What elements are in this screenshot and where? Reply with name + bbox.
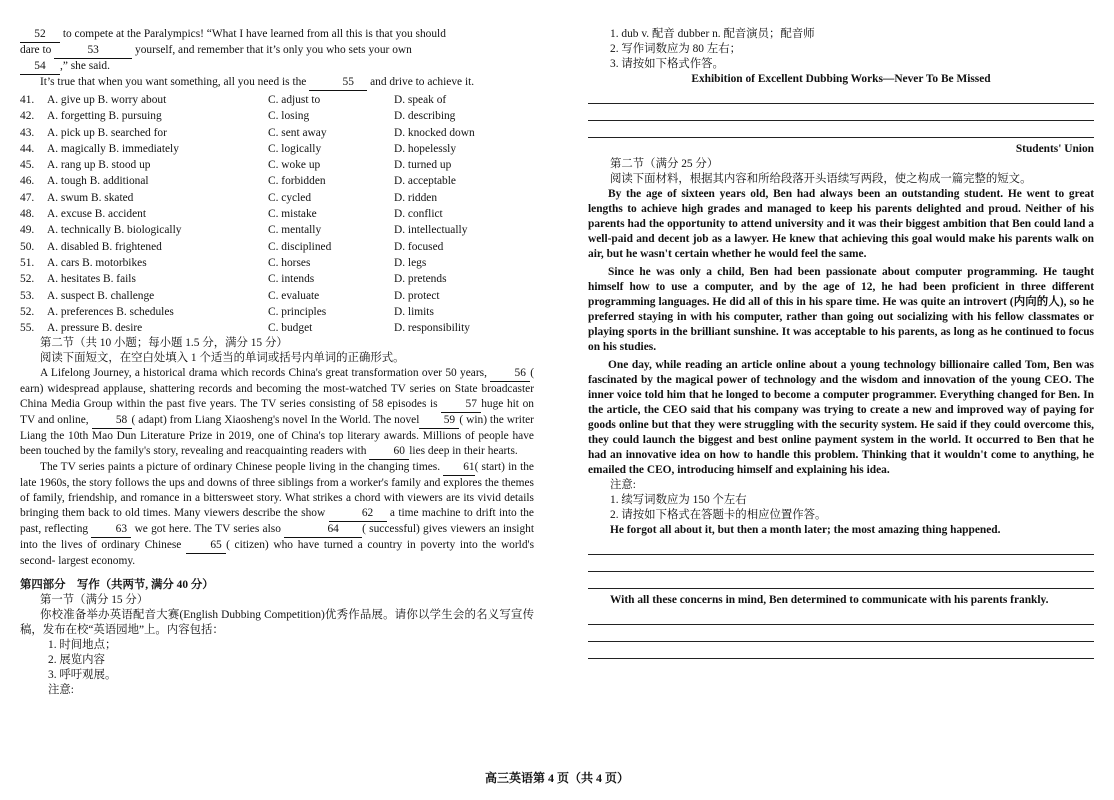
option-d: D. hopelessly (394, 142, 457, 155)
answer-line (588, 538, 1094, 555)
passage-text: ( successful) gives viewers an insight into the lives of ordinary Chinese (20, 523, 534, 552)
blank-65: 65 (186, 538, 226, 554)
option-row (20, 206, 534, 222)
passage-text: ( adapt) from Liang Xiaosheng's novel In the World. The novel (131, 414, 420, 427)
passage-text: lies deep in their hearts. (409, 445, 518, 458)
note-item: 2. 写作词数应为 80 左右； (610, 43, 741, 55)
cloze-text: and drive to achieve it. (367, 76, 475, 88)
answer-line (588, 555, 1094, 572)
option-row (20, 125, 534, 141)
cloze-text: yourself, and remember that it’s only you who sets your own (132, 44, 412, 56)
option-row (20, 190, 534, 206)
left-column (20, 27, 534, 698)
cloze-text: It’s true that when you want something, all you need is the (40, 76, 310, 88)
passage-paragraph (20, 460, 534, 569)
option-num: 41. (20, 94, 35, 106)
option-c: C. cycled (268, 191, 312, 204)
option-row (20, 288, 534, 304)
option-ab: A. hesitates B. fails (47, 273, 136, 286)
cloze-line (20, 59, 534, 75)
option-c: C. logically (268, 142, 322, 155)
option-c: C. disciplined (268, 240, 332, 253)
option-c: C. sent away (268, 126, 327, 139)
cloze-line (20, 43, 534, 59)
story-paragraph: Since he was only a child, Ben had been passionate about computer programming. He taught himself how to use a computer, and by the age of 12, he had been proficient in three different programming languages. He did all of this in his spare time. He was quite an introvert (内向的人), so he preferred staying in with his computer, rather than going out socializing with his fellow classmates or playing sports in the brilliant sunshine. It was acceptable to his parents, as long as he continued to focus on his studies. (588, 266, 1094, 353)
option-c: C. woke up (268, 159, 321, 172)
task-item: 2. 展览内容 (48, 654, 105, 667)
option-ab: A. swum B. skated (47, 191, 134, 204)
option-c: C. evaluate (268, 289, 320, 302)
passage-text: ( win) the writer Liang the 10th Mao Dun Literature Prize in 2019, one of China's top literary awards. Millions of people have been touched by the family's story, revealing and reacquainting readers with (20, 414, 534, 458)
option-d: D. protect (394, 289, 440, 302)
blank-53: 53 (54, 43, 132, 59)
option-num: 52. (20, 305, 35, 318)
right-column (588, 27, 1094, 659)
answer-line (588, 87, 1094, 104)
option-c: C. forbidden (268, 175, 326, 188)
passage-text: ( start) in the late 1960s, the story follows the ups and downs of three siblings from a worker's family and explores the themes of family, friendship, and romance in a bittersweet story. What strikes a chord with viewers are its vivid details bringing them back to old times. Many viewers describe the show (20, 461, 534, 520)
part4-sub-heading: 第一节（满分 15 分） (40, 594, 149, 607)
option-ab: A. pick up B. searched for (47, 126, 167, 139)
note-item: 1. dub v. 配音 dubber n. 配音演员；配音师 (610, 28, 815, 40)
answer-line (588, 572, 1094, 589)
passage-text: ( earn) widespread applause, shattering records and becoming the most-watched TV series on State broadcaster China Media Group within the past five years. The TV series consisting of 58 episodes is (20, 367, 534, 411)
blank-58: 58 (92, 413, 132, 429)
signature: Students' Union (1015, 143, 1094, 155)
option-ab: A. suspect B. challenge (47, 289, 155, 302)
option-ab: A. magically B. immediately (47, 142, 179, 155)
answer-line (588, 608, 1094, 625)
option-c: C. budget (268, 322, 313, 335)
option-ab: A. forgetting B. pursuing (47, 110, 162, 123)
option-num: 43. (20, 126, 35, 139)
section2-heading: 第二节（共 10 小题；每小题 1.5 分，满分 15 分） (40, 337, 288, 350)
option-num: 52. (20, 273, 35, 286)
option-row (20, 239, 534, 255)
cloze-text: to compete at the Paralympics! “What I have learned from all this is that you should (60, 28, 446, 40)
option-num: 53. (20, 289, 35, 302)
option-row (20, 304, 534, 320)
passage-paragraph (20, 366, 534, 460)
answer-line (588, 104, 1094, 121)
option-row (20, 222, 534, 238)
rule-item: 1. 续写词数应为 150 个左右 (610, 494, 747, 506)
option-num: 44. (20, 142, 35, 155)
option-d: D. legs (394, 256, 427, 269)
option-row (20, 108, 534, 124)
rule-item: 2. 请按如下格式在答题卡的相应位置作答。 (610, 509, 827, 521)
passage-text: huge hit on TV and online, (20, 398, 534, 427)
option-d: D. acceptable (394, 175, 456, 188)
blank-64: 64 (284, 522, 362, 538)
option-d: D. limits (394, 305, 434, 318)
option-num: 42. (20, 110, 35, 123)
option-ab: A. give up B. worry about (47, 94, 167, 106)
blank-62: 62 (329, 506, 387, 522)
blank-55: 55 (309, 75, 367, 91)
option-d: D. responsibility (394, 322, 470, 335)
option-c: C. mistake (268, 208, 317, 221)
writing-task: 你校准备举办英语配音大赛(English Dubbing Competition)优秀作品展。请你以学生会的名义写宣传稿，发布在校“英语园地”上。内容包括： (20, 609, 534, 637)
option-ab: A. pressure B. desire (47, 322, 143, 335)
cloze-line (20, 27, 534, 43)
option-ab: A. preferences B. schedules (47, 305, 174, 318)
option-d: D. knocked down (394, 126, 475, 139)
option-d: D. speak of (394, 94, 447, 106)
answer-line (588, 121, 1094, 138)
option-d: D. intellectually (394, 224, 468, 237)
option-d: D. turned up (394, 159, 452, 172)
answer-line (588, 625, 1094, 642)
cloze-line (20, 75, 534, 91)
option-num: 49. (20, 224, 35, 237)
note-label: 注意: (610, 479, 636, 491)
blank-63: 63 (91, 522, 131, 538)
option-ab: A. cars B. motorbikes (47, 256, 147, 269)
section2-instruction: 阅读下面短文，在空白处填入 1 个适当的单词或括号内单词的正确形式。 (40, 352, 405, 365)
option-row (20, 173, 534, 189)
blank-59: 59 (419, 413, 459, 429)
option-num: 46. (20, 175, 35, 188)
blank-61: 61 (443, 460, 474, 476)
option-ab: A. tough B. additional (47, 175, 149, 188)
option-ab: A. disabled B. frightened (47, 240, 162, 253)
story-paragraph: By the age of sixteen years old, Ben had always been an outstanding student. He went to great lengths to achieve high grades and managed to keep his parents delighted and proud. Neither of his parents had the opportunity to attend university and it was their biggest ambition that Ben could land a well-paid and decent job as a lawyer. He knew that achieving this goal would make his parents walk on air, but he wasn't certain whether he would feel the same. (588, 188, 1094, 260)
passage-text: The TV series paints a picture of ordinary Chinese people living in the changing times. (40, 461, 444, 474)
option-d: D. conflict (394, 208, 443, 221)
task-item: 1. 时间地点； (48, 639, 117, 652)
section2-heading: 第二节（满分 25 分） (610, 158, 719, 170)
option-c: C. adjust to (268, 94, 321, 106)
paragraph-1-start: He forgot all about it, but then a month later; the most amazing thing happened. (610, 524, 1001, 536)
option-row (20, 92, 534, 108)
option-c: C. horses (268, 256, 311, 269)
option-d: D. focused (394, 240, 444, 253)
option-num: 45. (20, 159, 35, 172)
passage-text: a time machine to drift into the past, reflecting (20, 507, 534, 536)
blank-57: 57 (441, 397, 481, 413)
option-d: D. describing (394, 110, 456, 123)
option-d: D. ridden (394, 191, 438, 204)
option-c: C. losing (268, 110, 310, 123)
blank-60: 60 (369, 444, 409, 460)
note-label: 注意: (48, 684, 74, 697)
paragraph-2-start: With all these concerns in mind, Ben determined to communicate with his parents frankly. (610, 594, 1049, 606)
section2-instruction: 阅读下面材料，根据其内容和所给段落开头语续写两段，使之构成一篇完整的短文。 (610, 173, 1032, 185)
passage-text: ( citizen) who have turned a country in poverty into the world's second- largest economy. (20, 539, 534, 568)
option-row (20, 271, 534, 287)
part4-heading: 第四部分 写作（共两节, 满分 40 分） (20, 579, 214, 592)
option-ab: A. excuse B. accident (47, 208, 146, 221)
answer-line (588, 642, 1094, 659)
cloze-text: dare to (20, 44, 55, 56)
passage-text: A Lifelong Journey, a historical drama which records China's great transformation over 50 years, (40, 367, 491, 380)
option-row (20, 320, 534, 336)
passage-text: we got here. The TV series also (131, 523, 285, 536)
option-num: 55. (20, 322, 35, 335)
essay-title: Exhibition of Excellent Dubbing Works—Never To Be Missed (691, 73, 991, 85)
option-c: C. mentally (268, 224, 322, 237)
option-c: C. principles (268, 305, 327, 318)
option-row (20, 141, 534, 157)
page-footer: 高三英语第 4 页（共 4 页） (484, 771, 629, 785)
options-list (20, 92, 534, 336)
blank-52: 52 (20, 27, 60, 43)
option-d: D. pretends (394, 273, 447, 286)
option-num: 51. (20, 256, 35, 269)
blank-54: 54 (20, 59, 60, 75)
option-row (20, 255, 534, 271)
story-paragraph: One day, while reading an article online about a young technology billionaire called Tom, Ben was fascinated by the magical power of technology and the wisdom and innovation of the young CEO. The inner voice told him that he longed to become a computer programmer. Everything changed for Ben. In the article, the CEO said that his company was trying to create a new and improved way of paying for goods online but that they were struggling with the security system. He said if they could overcome this, they could launch the biggest and best online payment system in the world. It occurred to Ben that he had an innovative idea on how to handle this problem. Thinking that it wouldn't come to anything, he emailed the CEO, introducing himself and explaining his idea. (588, 359, 1094, 476)
note-item: 3. 请按如下格式作答。 (610, 58, 724, 70)
blank-56: 56 (490, 366, 530, 382)
option-num: 48. (20, 208, 35, 221)
option-num: 50. (20, 240, 35, 253)
option-row (20, 157, 534, 173)
option-ab: A. technically B. biologically (47, 224, 182, 237)
cloze-text: ,” she said. (60, 60, 110, 72)
option-c: C. intends (268, 273, 315, 286)
task-item: 3. 呼吁观展。 (48, 669, 117, 682)
option-ab: A. rang up B. stood up (47, 159, 151, 172)
option-num: 47. (20, 191, 35, 204)
